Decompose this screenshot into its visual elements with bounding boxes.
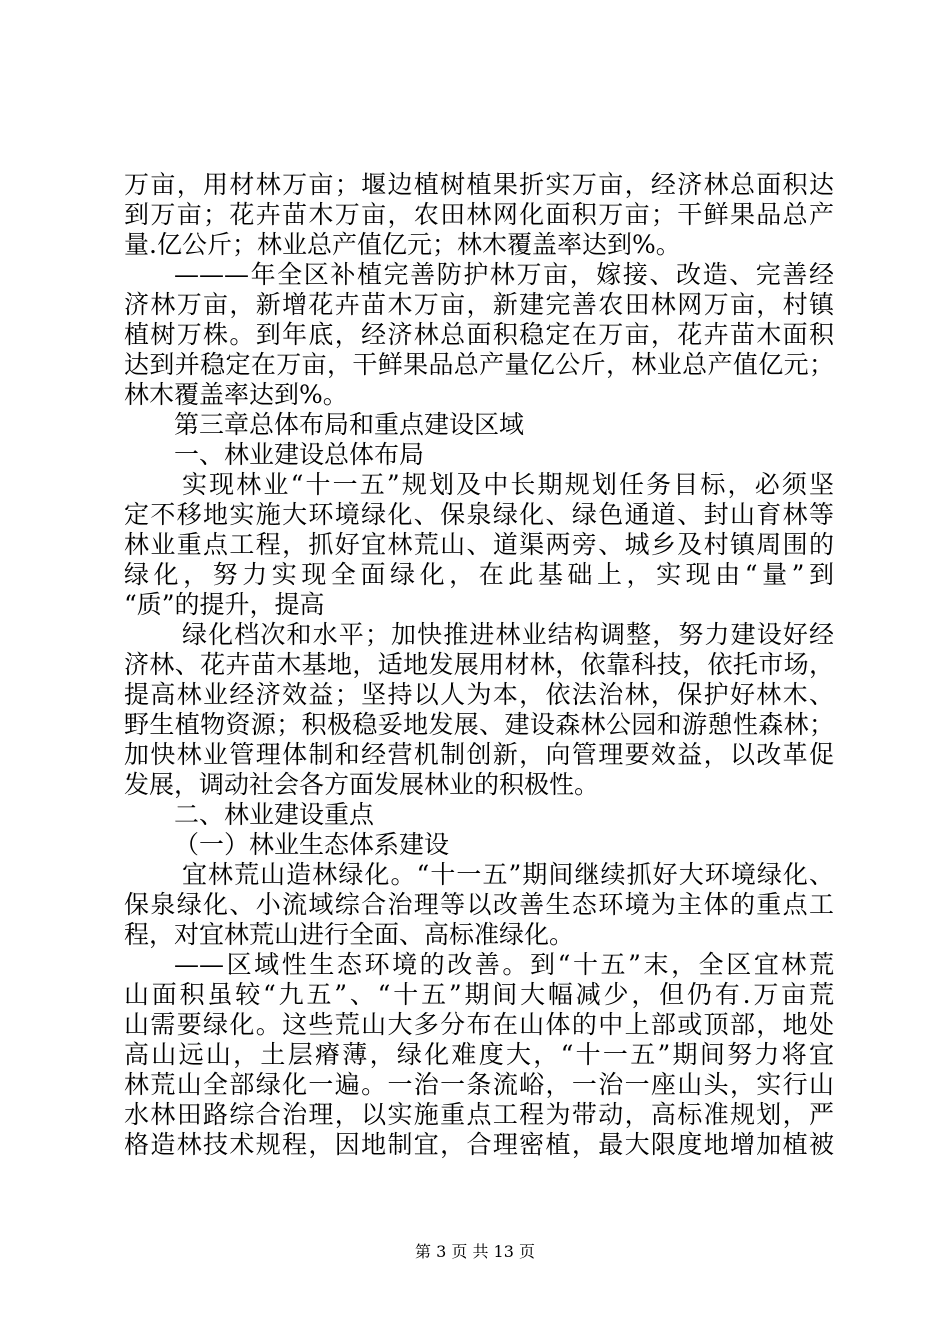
text-line: 到万亩；花卉苗木万亩，农田林网化面积万亩；干鲜果品总产 bbox=[124, 200, 834, 229]
text-line: 万亩，用材林万亩；堰边植树植果折实万亩，经济林总面积达 bbox=[124, 170, 834, 199]
chapter-heading: 第三章总体布局和重点建设区域 bbox=[174, 410, 525, 439]
text-line: 发展，调动社会各方面发展林业的积极性。 bbox=[124, 770, 600, 799]
text-line: ——区域性生态环境的改善。到“十五”末，全区宜林荒 bbox=[174, 950, 834, 979]
text-line: 定不移地实施大环境绿化、保泉绿化、绿色通道、封山育林等 bbox=[124, 500, 834, 529]
text-line: ———年全区补植完善防护林万亩，嫁接、改造、完善经 bbox=[174, 260, 834, 289]
text-line: 济林万亩，新增花卉苗木万亩，新建完善农田林网万亩，村镇 bbox=[124, 290, 834, 319]
text-line: 实现林业“十一五”规划及中长期规划任务目标，必须坚 bbox=[182, 470, 834, 499]
section-heading: 一、林业建设总体布局 bbox=[174, 440, 425, 469]
text-line: 加快林业管理体制和经营机制创新，向管理要效益，以改革促 bbox=[124, 740, 834, 769]
text-line: “质”的提升，提高 bbox=[124, 590, 325, 619]
text-line: 保泉绿化、小流域综合治理等以改善生态环境为主体的重点工 bbox=[124, 890, 834, 919]
page-number: 第 3 页 共 13 页 bbox=[415, 1242, 535, 1261]
subsection-heading: （一）林业生态体系建设 bbox=[174, 830, 450, 859]
text-line: 林木覆盖率达到%。 bbox=[124, 380, 348, 409]
text-line: 林荒山全部绿化一遍。一治一条流峪，一治一座山头，实行山 bbox=[124, 1070, 834, 1099]
text-line: 格造林技术规程，因地制宜，合理密植，最大限度地增加植被 bbox=[124, 1130, 834, 1159]
text-line: 济林、花卉苗木基地，适地发展用材林，依靠科技，依托市场， bbox=[124, 650, 834, 679]
text-line: 宜林荒山造林绿化。“十一五”期间继续抓好大环境绿化、 bbox=[182, 860, 834, 889]
page-footer bbox=[0, 1242, 950, 1262]
text-line: 水林田路综合治理，以实施重点工程为带动，高标准规划，严 bbox=[124, 1100, 834, 1129]
text-line: 程，对宜林荒山进行全面、高标准绿化。 bbox=[124, 920, 575, 949]
text-line: 绿化，努力实现全面绿化，在此基础上，实现由“量”到 bbox=[124, 560, 834, 589]
document-body bbox=[124, 170, 834, 1160]
text-line: 山需要绿化。这些荒山大多分布在山体的中上部或顶部，地处 bbox=[124, 1010, 834, 1039]
text-line: 量.亿公斤；林业总产值亿元；林木覆盖率达到%。 bbox=[124, 230, 681, 259]
text-line: 高山远山，土层瘠薄，绿化难度大，“十一五”期间努力将宜 bbox=[124, 1040, 834, 1069]
text-line: 绿化档次和水平；加快推进林业结构调整，努力建设好经 bbox=[182, 620, 834, 649]
text-line: 提高林业经济效益；坚持以人为本，依法治林，保护好林木、 bbox=[124, 680, 834, 709]
text-line: 达到并稳定在万亩，干鲜果品总产量亿公斤，林业总产值亿元； bbox=[124, 350, 834, 379]
text-line: 植树万株。到年底，经济林总面积稳定在万亩，花卉苗木面积 bbox=[124, 320, 834, 349]
text-line: 林业重点工程，抓好宜林荒山、道渠两旁、城乡及村镇周围的 bbox=[124, 530, 834, 559]
section-heading: 二、林业建设重点 bbox=[174, 800, 375, 829]
text-line: 野生植物资源；积极稳妥地发展、建设森林公园和游憩性森林； bbox=[124, 710, 834, 739]
text-line: 山面积虽较“九五”、“十五”期间大幅减少，但仍有.万亩荒 bbox=[124, 980, 834, 1009]
